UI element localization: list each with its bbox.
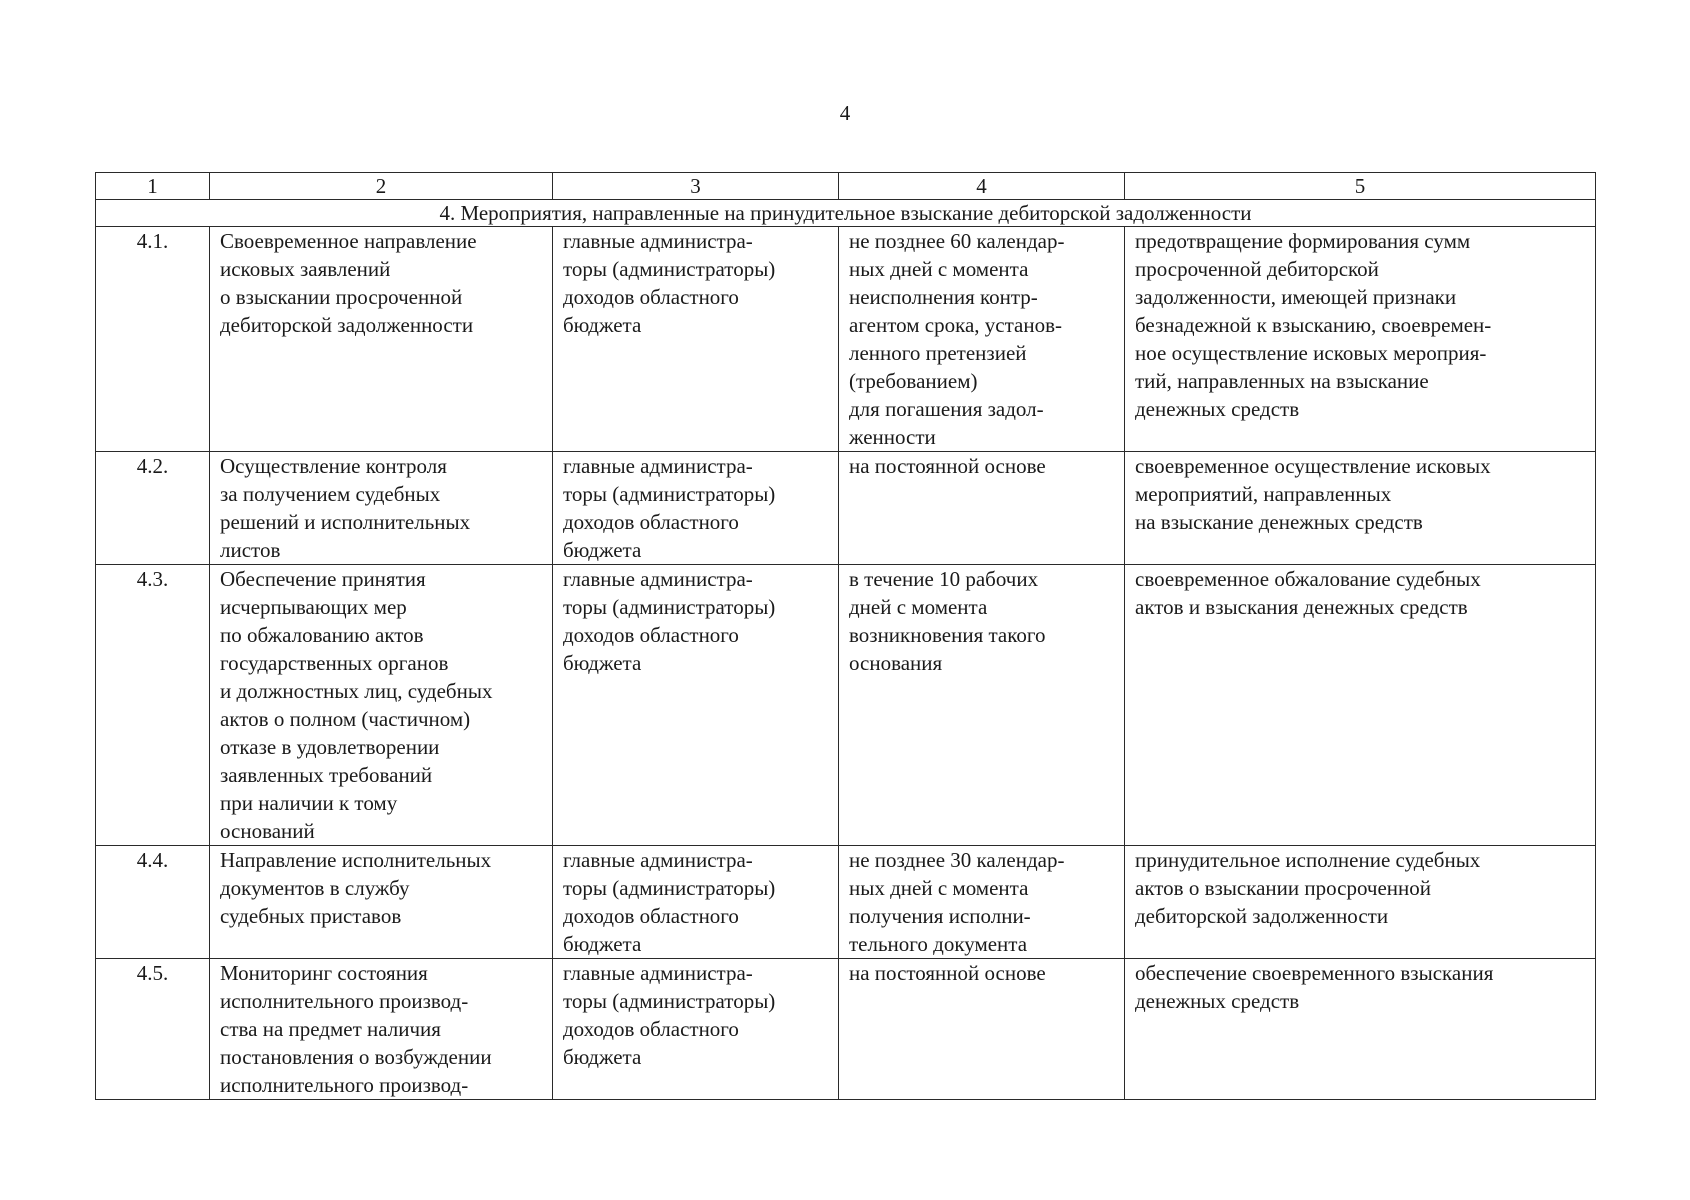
- cell-text-line: заявленных требований: [220, 763, 433, 787]
- cell-text-line: безнадежной к взысканию, своевремен-: [1135, 313, 1492, 337]
- cell-text-line: (требованием): [849, 369, 978, 393]
- measure-cell: [210, 959, 553, 1100]
- table-row: [96, 846, 1596, 959]
- cell-text-line: торы (администраторы): [563, 876, 776, 900]
- cell-text-line: ленного претензией: [849, 341, 1027, 365]
- cell-text-line: в течение 10 рабочих: [849, 567, 1039, 591]
- row-number: 4.4.: [96, 846, 210, 959]
- cell-text-line: торы (администраторы): [563, 482, 776, 506]
- cell-text-line: исчерпывающих мер: [220, 595, 407, 619]
- cell-text-line: бюджета: [563, 538, 642, 562]
- row-number: 4.3.: [96, 565, 210, 846]
- result-cell: [1125, 959, 1596, 1100]
- cell-text-line: постановления о возбуждении: [220, 1045, 492, 1069]
- cell-text-line: просроченной дебиторской: [1135, 257, 1379, 281]
- cell-text-line: на постоянной основе: [849, 961, 1046, 985]
- cell-text-line: своевременное обжалование судебных: [1135, 567, 1481, 591]
- cell-text-line: ных дней с момента: [849, 876, 1029, 900]
- cell-text-line: для погашения задол-: [849, 397, 1044, 421]
- cell-text-line: бюджета: [563, 313, 642, 337]
- table-row: [96, 959, 1596, 1100]
- cell-text-line: актов о полном (частичном): [220, 707, 471, 731]
- cell-text-line: доходов областного: [563, 623, 739, 647]
- cell-text-line: торы (администраторы): [563, 257, 776, 281]
- cell-text-line: торы (администраторы): [563, 595, 776, 619]
- cell-text-line: бюджета: [563, 1045, 642, 1069]
- measures-table: [95, 172, 1596, 1100]
- header-cell-5: 5: [1125, 173, 1596, 200]
- cell-text-line: бюджета: [563, 651, 642, 675]
- cell-text-line: получения исполни-: [849, 904, 1031, 928]
- cell-text-line: судебных приставов: [220, 904, 402, 928]
- cell-text-line: Направление исполнительных: [220, 848, 492, 872]
- measure-cell: [210, 452, 553, 565]
- measure-cell: [210, 227, 553, 452]
- row-number: 4.5.: [96, 959, 210, 1100]
- cell-text-line: документов в службу: [220, 876, 410, 900]
- cell-text-line: при наличии к тому: [220, 791, 398, 815]
- cell-text-line: Обеспечение принятия: [220, 567, 426, 591]
- executor-cell: [553, 227, 839, 452]
- cell-text-line: дней с момента: [849, 595, 988, 619]
- cell-text-line: ства на предмет наличия: [220, 1017, 441, 1041]
- measure-cell: [210, 565, 553, 846]
- result-cell: [1125, 846, 1596, 959]
- cell-text-line: женности: [849, 425, 936, 449]
- cell-text-line: ных дней с момента: [849, 257, 1029, 281]
- cell-text-line: по обжалованию актов: [220, 623, 424, 647]
- cell-text-line: своевременное осуществление исковых: [1135, 454, 1491, 478]
- header-row: [96, 173, 1596, 200]
- section-row: [96, 200, 1596, 227]
- cell-text-line: и должностных лиц, судебных: [220, 679, 493, 703]
- header-cell-2: 2: [210, 173, 553, 200]
- cell-text-line: Мониторинг состояния: [220, 961, 428, 985]
- deadline-cell: [839, 227, 1125, 452]
- cell-text-line: государственных органов: [220, 651, 449, 675]
- cell-text-line: оснований: [220, 819, 315, 843]
- page-number: 4: [839, 101, 851, 125]
- result-cell: [1125, 452, 1596, 565]
- cell-text-line: денежных средств: [1135, 397, 1300, 421]
- table-row: [96, 227, 1596, 452]
- cell-text-line: предотвращение формирования сумм: [1135, 229, 1471, 253]
- cell-text-line: не позднее 30 календар-: [849, 848, 1065, 872]
- cell-text-line: Своевременное направление: [220, 229, 477, 253]
- cell-text-line: не позднее 60 календар-: [849, 229, 1065, 253]
- cell-text-line: доходов областного: [563, 285, 739, 309]
- executor-cell: [553, 959, 839, 1100]
- cell-text-line: тий, направленных на взыскание: [1135, 369, 1429, 393]
- executor-cell: [553, 452, 839, 565]
- cell-text-line: агентом срока, установ-: [849, 313, 1063, 337]
- cell-text-line: исполнительного производ-: [220, 989, 469, 1013]
- executor-cell: [553, 846, 839, 959]
- cell-text-line: актов и взыскания денежных средств: [1135, 595, 1468, 619]
- cell-text-line: на взыскание денежных средств: [1135, 510, 1423, 534]
- cell-text-line: за получением судебных: [220, 482, 441, 506]
- cell-text-line: возникновения такого: [849, 623, 1046, 647]
- cell-text-line: отказе в удовлетворении: [220, 735, 440, 759]
- cell-text-line: главные администра-: [563, 229, 753, 253]
- deadline-cell: [839, 846, 1125, 959]
- cell-text-line: главные администра-: [563, 848, 753, 872]
- result-cell: [1125, 565, 1596, 846]
- cell-text-line: торы (администраторы): [563, 989, 776, 1013]
- measure-cell: [210, 846, 553, 959]
- row-number: 4.2.: [96, 452, 210, 565]
- cell-text-line: дебиторской задолженности: [220, 313, 474, 337]
- cell-text-line: листов: [220, 538, 281, 562]
- cell-text-line: бюджета: [563, 932, 642, 956]
- cell-text-line: главные администра-: [563, 961, 753, 985]
- header-cell-4: 4: [839, 173, 1125, 200]
- section-title: 4. Мероприятия, направленные на принудительное взыскание дебиторской задолженности: [96, 200, 1596, 227]
- cell-text-line: Осуществление контроля: [220, 454, 447, 478]
- cell-text-line: обеспечение своевременного взыскания: [1135, 961, 1494, 985]
- cell-text-line: о взыскании просроченной: [220, 285, 463, 309]
- cell-text-line: на постоянной основе: [849, 454, 1046, 478]
- cell-text-line: исковых заявлений: [220, 257, 391, 281]
- cell-text-line: задолженности, имеющей признаки: [1135, 285, 1457, 309]
- cell-text-line: доходов областного: [563, 510, 739, 534]
- cell-text-line: принудительное исполнение судебных: [1135, 848, 1481, 872]
- cell-text-line: актов о взыскании просроченной: [1135, 876, 1432, 900]
- row-number: 4.1.: [96, 227, 210, 452]
- cell-text-line: исполнительного производ-: [220, 1073, 469, 1097]
- deadline-cell: [839, 452, 1125, 565]
- cell-text-line: главные администра-: [563, 567, 753, 591]
- deadline-cell: [839, 565, 1125, 846]
- table-row: [96, 565, 1596, 846]
- cell-text-line: доходов областного: [563, 1017, 739, 1041]
- deadline-cell: [839, 959, 1125, 1100]
- cell-text-line: основания: [849, 651, 943, 675]
- cell-text-line: тельного документа: [849, 932, 1028, 956]
- cell-text-line: решений и исполнительных: [220, 510, 471, 534]
- result-cell: [1125, 227, 1596, 452]
- cell-text-line: главные администра-: [563, 454, 753, 478]
- cell-text-line: мероприятий, направленных: [1135, 482, 1392, 506]
- cell-text-line: ное осуществление исковых мероприя-: [1135, 341, 1487, 365]
- cell-text-line: денежных средств: [1135, 989, 1300, 1013]
- header-cell-1: 1: [96, 173, 210, 200]
- table-row: [96, 452, 1596, 565]
- header-cell-3: 3: [553, 173, 839, 200]
- executor-cell: [553, 565, 839, 846]
- cell-text-line: дебиторской задолженности: [1135, 904, 1389, 928]
- cell-text-line: неисполнения контр-: [849, 285, 1038, 309]
- cell-text-line: доходов областного: [563, 904, 739, 928]
